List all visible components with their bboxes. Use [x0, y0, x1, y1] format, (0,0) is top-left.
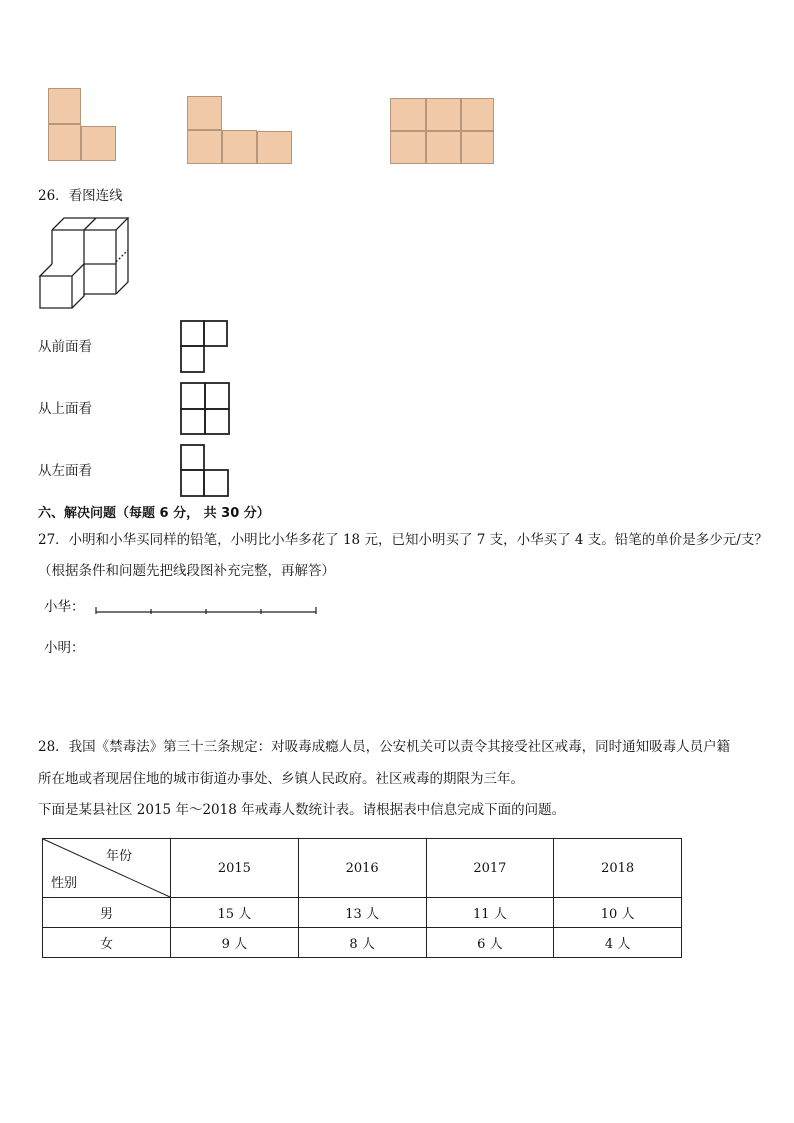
label-xiaohua: 小华： — [44, 599, 85, 615]
table-cell: 8 人 — [298, 928, 426, 958]
q28-line-2: 所在地或者现居住地的城市街道办事处、乡镇人民政府。社区戒毒的期限为三年。 — [38, 771, 524, 787]
cube-solid-drawing — [40, 216, 130, 311]
table-row — [43, 898, 682, 928]
table-cell: 4 人 — [554, 928, 682, 958]
table-cell: 10 人 — [554, 898, 682, 928]
block-square — [390, 98, 426, 131]
corner-label-gender: 性别 — [51, 876, 78, 891]
label-xiaoming: 小明： — [44, 640, 85, 656]
segment-line-xiaohua — [94, 604, 320, 616]
q26-number: 26． — [38, 188, 69, 204]
view-label-front: 从前面看 — [38, 339, 92, 355]
q28-line-1: 28．我国《禁毒法》第三十三条规定：对吸毒成瘾人员，公安机关可以责令其接受社区戒毒，同时通知吸毒人员户籍 — [38, 739, 731, 755]
row-label-male: 男 — [43, 898, 171, 928]
section6-heading: 六、解决问题（每题 6 分， 共 30 分） — [38, 506, 270, 521]
block-square — [461, 131, 494, 164]
drug-rehab-statistics-table — [42, 838, 682, 958]
q26-title: 看图连线 — [68, 188, 123, 204]
block-square — [81, 126, 116, 161]
block-square — [48, 88, 81, 124]
table-cell: 15 人 — [171, 898, 299, 928]
view-grid-3 — [180, 444, 232, 498]
corner-label-year: 年份 — [105, 849, 132, 864]
row-label-female: 女 — [43, 928, 171, 958]
block-square — [48, 124, 81, 161]
q27-text: 27．小明和小华买同样的铅笔，小明比小华多花了 18 元，已知小明买了 7 支，小华买了 4 支。铅笔的单价是多少元/支？ — [38, 532, 768, 548]
table-cell: 9 人 — [171, 928, 299, 958]
table-header-row — [43, 839, 682, 898]
view-label-top: 从上面看 — [38, 401, 92, 417]
block-square — [426, 98, 461, 131]
table-corner-cell — [43, 839, 171, 898]
q28-line-3: 下面是某县社区 2015 年～2018 年戒毒人数统计表。请根据表中信息完成下面的问题。 — [38, 802, 566, 818]
block-square — [257, 131, 292, 164]
year-header-2015: 2015 — [171, 839, 299, 898]
table-cell: 13 人 — [298, 898, 426, 928]
block-square — [222, 130, 257, 164]
year-header-2016: 2016 — [298, 839, 426, 898]
block-square — [187, 96, 222, 130]
view-label-left: 从左面看 — [38, 463, 92, 479]
table-row — [43, 928, 682, 958]
year-header-2017: 2017 — [426, 839, 554, 898]
q26-heading — [38, 187, 123, 205]
view-grid-2 — [180, 382, 232, 436]
view-grid-1 — [180, 320, 230, 374]
block-square — [390, 131, 426, 164]
block-square — [461, 98, 494, 131]
year-header-2018: 2018 — [554, 839, 682, 898]
block-square — [187, 130, 222, 164]
block-square — [426, 131, 461, 164]
table-cell: 6 人 — [426, 928, 554, 958]
q27-hint: （根据条件和问题先把线段图补充完整，再解答） — [38, 563, 335, 579]
table-cell: 11 人 — [426, 898, 554, 928]
